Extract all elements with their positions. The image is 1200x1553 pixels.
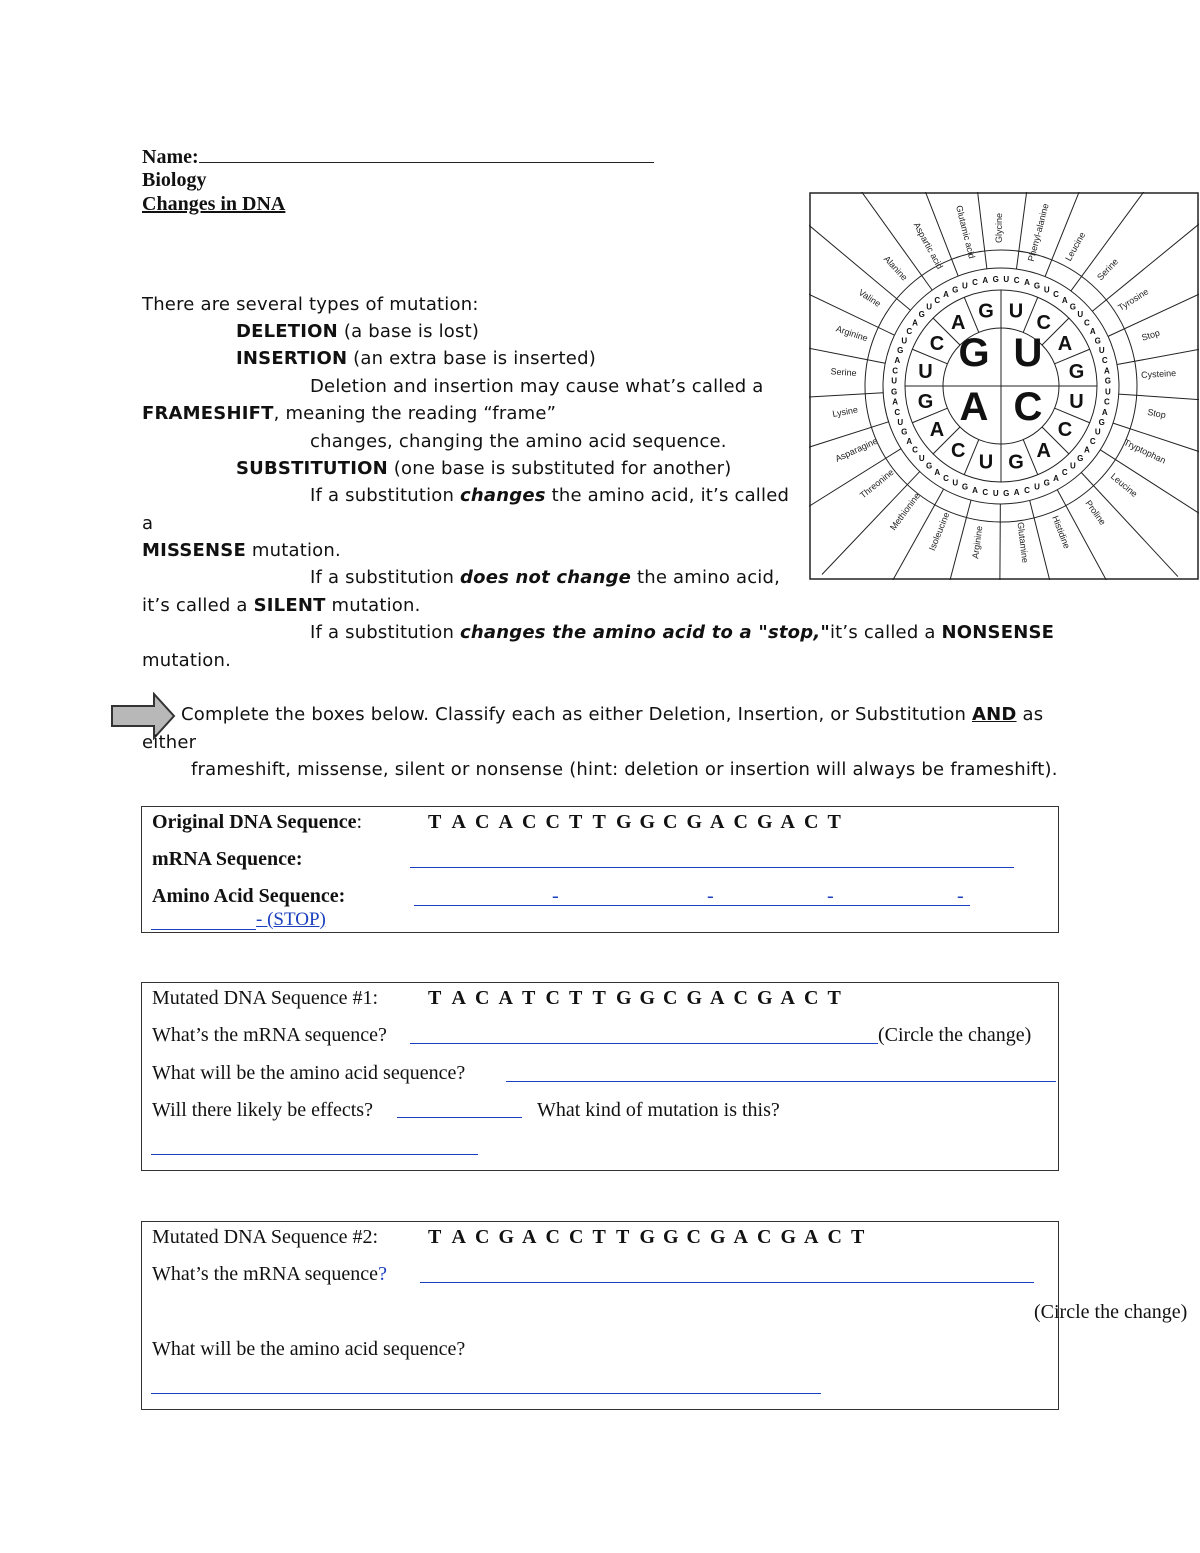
wheel-amino-acid: Lysine <box>831 404 859 420</box>
wheel-third-base: G <box>961 482 969 492</box>
wheel-second-base: G <box>917 391 934 414</box>
wheel-third-base: G <box>1069 302 1076 312</box>
missense-end: mutation. <box>245 540 341 561</box>
deletion-desc: (a base is lost) <box>337 321 480 342</box>
instructions-and: AND <box>972 704 1017 725</box>
wheel-third-base: U <box>952 478 959 488</box>
mut1-dna-sequence <box>428 987 851 1010</box>
mrna-label: mRNA Sequence: <box>152 848 303 870</box>
sequence-base: T <box>428 811 442 833</box>
wheel-third-base: G <box>952 285 959 295</box>
mut2-amino-answer-line[interactable] <box>151 1393 821 1394</box>
wheel-amino-acid: Tryptophan <box>1122 437 1168 466</box>
sequence-base: T <box>592 987 606 1009</box>
deletion-def <box>236 321 479 342</box>
wheel-amino-acid: Arginine <box>834 323 870 344</box>
wheel-third-base: U <box>901 336 908 346</box>
wheel-third-base: C <box>1061 467 1068 477</box>
wheel-third-base: U <box>1098 345 1105 355</box>
wheel-first-base: C <box>1013 385 1043 429</box>
original-sequence-box <box>141 806 1059 933</box>
mutated-1-box <box>141 982 1059 1171</box>
wheel-third-base: U <box>1104 387 1111 397</box>
original-dna-colon: : <box>356 811 363 833</box>
mut1-amino-question: What will be the amino acid sequence? <box>152 1062 466 1084</box>
deletion-keyword: DELETION <box>236 321 338 342</box>
wheel-third-base: G <box>992 275 999 285</box>
mut1-circle-hint: (Circle the change) <box>878 1024 1032 1046</box>
insertion-keyword: INSERTION <box>236 348 348 369</box>
wheel-third-base: U <box>918 453 925 463</box>
original-dna-label <box>152 811 362 834</box>
wheel-third-base: A <box>1101 407 1108 417</box>
sequence-base: C <box>545 811 560 833</box>
sequence-base: A <box>710 987 725 1009</box>
wheel-second-base: A <box>1036 440 1052 463</box>
wheel-third-base: C <box>943 473 949 483</box>
mut1-effects-question: Will there likely be effects? <box>152 1099 373 1121</box>
wheel-third-base: A <box>943 290 949 300</box>
sequence-base: C <box>475 1226 490 1248</box>
name-input-line[interactable] <box>199 144 654 163</box>
wheel-third-base: A <box>1053 473 1059 483</box>
nonsense-text <box>310 622 1054 643</box>
wheel-amino-acid: Stop <box>1146 406 1167 421</box>
wheel-third-base: G <box>1098 418 1105 428</box>
original-dna-label-text: Original DNA Sequence <box>152 811 357 833</box>
instructions-pre: Complete the boxes below. Classify each as either Deletion, Insertion, or Substitution <box>181 704 972 725</box>
wheel-third-base: C <box>906 326 913 336</box>
wheel-second-base: U <box>978 451 994 474</box>
sequence-base: G <box>616 987 632 1009</box>
instructions-line2: either <box>142 732 197 753</box>
wheel-amino-acid: Arginine <box>970 525 985 560</box>
amino-dash-3: - <box>827 885 834 907</box>
wheel-third-base: G <box>918 310 925 320</box>
wheel-first-base: U <box>1013 331 1043 375</box>
page-title: Changes in DNA <box>142 193 286 215</box>
wheel-third-base: C <box>972 278 978 288</box>
wheel-third-base: U <box>1077 310 1084 320</box>
sequence-base: T <box>851 1226 865 1248</box>
wheel-third-base: A <box>1061 296 1068 306</box>
wheel-third-base: A <box>1013 487 1020 497</box>
mut2-mrna-question-text: What’s the mRNA sequence <box>152 1263 379 1285</box>
wheel-third-base: A <box>894 356 901 366</box>
sequence-base: A <box>451 1226 466 1248</box>
sequence-base: C <box>545 1226 560 1248</box>
mut2-mrna-question-mark: ? <box>378 1263 387 1285</box>
wheel-amino-acid: Valine <box>856 287 883 309</box>
sequence-base: C <box>757 1226 772 1248</box>
wheel-third-base: C <box>1013 276 1020 286</box>
mut2-mrna-question <box>152 1263 387 1286</box>
sequence-base: C <box>804 811 819 833</box>
wheel-third-base: A <box>1089 326 1096 336</box>
wheel-third-base: A <box>1084 445 1090 455</box>
mut1-effects-answer-line[interactable] <box>397 1117 522 1118</box>
frameshift-post: , meaning the reading “frame” <box>273 403 557 424</box>
insertion-desc: (an extra base is inserted) <box>347 348 596 369</box>
sequence-base: T <box>569 811 583 833</box>
wheel-third-base: C <box>892 366 899 376</box>
mut2-mrna-answer-line[interactable] <box>420 1282 1034 1283</box>
frameshift-text: Deletion and insertion may cause what’s called a <box>310 376 764 397</box>
wheel-third-base: C <box>1101 356 1108 366</box>
wheel-third-base: C <box>1024 485 1030 495</box>
sequence-base: G <box>757 811 773 833</box>
wheel-amino-acid: Histidine <box>1050 514 1073 551</box>
sequence-base: A <box>522 1226 537 1248</box>
wheel-third-base: U <box>962 281 968 291</box>
sequence-base: C <box>475 987 490 1009</box>
sequence-base: C <box>733 987 748 1009</box>
amino-last-line[interactable] <box>151 929 256 930</box>
instructions-line1 <box>181 704 1043 725</box>
sequence-base: T <box>522 987 536 1009</box>
wheel-third-base: U <box>1034 482 1040 492</box>
sequence-base: G <box>639 987 656 1009</box>
sequence-base: A <box>451 987 466 1009</box>
wheel-third-base: U <box>1043 285 1050 295</box>
wheel-third-base: G <box>901 427 908 437</box>
wheel-amino-acid: Glutamine <box>1015 521 1031 564</box>
substitution-keyword: SUBSTITUTION <box>236 458 388 479</box>
sequence-base: G <box>639 1226 656 1248</box>
missense-text <box>310 485 789 506</box>
wheel-third-base: C <box>1103 397 1110 407</box>
silent-keyword: SILENT <box>253 595 326 616</box>
wheel-third-base: A <box>892 397 899 407</box>
wheel-second-base: A <box>1057 333 1073 356</box>
missense-a: a <box>142 513 154 534</box>
wheel-third-base: G <box>1077 453 1084 463</box>
wheel-amino-acid: Isoleucine <box>927 510 952 553</box>
wheel-second-base: U <box>918 360 933 383</box>
wheel-third-base: G <box>897 345 904 355</box>
sequence-base: T <box>592 1226 606 1248</box>
wheel-third-base: A <box>982 276 989 286</box>
sequence-base: G <box>780 1226 797 1248</box>
wheel-second-base: U <box>1069 391 1084 414</box>
sequence-base: C <box>545 987 560 1009</box>
silent-end: mutation. <box>325 595 421 616</box>
sequence-base: A <box>451 811 466 833</box>
wheel-second-base: G <box>978 300 994 323</box>
sequence-base: G <box>686 987 703 1009</box>
frameshift-keyword: FRAMESHIFT <box>142 403 274 424</box>
silent-text <box>310 567 780 588</box>
amino-label: Amino Acid Sequence: <box>152 885 346 907</box>
original-dna-sequence <box>428 811 851 834</box>
wheel-second-base: A <box>929 418 945 441</box>
missense-pre: If a substitution <box>310 485 461 506</box>
instructions-post: as <box>1016 704 1044 725</box>
wheel-amino-acid: Threonine <box>857 466 896 501</box>
mut2-circle-hint: (Circle the change) <box>1034 1301 1188 1323</box>
mut2-dna-label: Mutated DNA Sequence #2: <box>152 1226 379 1248</box>
amino-dash-2: - <box>707 885 714 907</box>
name-label: Name: <box>142 146 199 168</box>
wheel-second-base: C <box>950 440 966 463</box>
nonsense-end: mutation. <box>142 650 232 671</box>
sequence-base: A <box>780 987 795 1009</box>
sequence-base: T <box>428 987 442 1009</box>
mut1-dna-label: Mutated DNA Sequence #1: <box>152 987 379 1009</box>
wheel-third-base: C <box>912 445 918 455</box>
wheel-amino-acid: Asparagine <box>833 435 880 464</box>
missense-keyword: MISSENSE <box>142 540 246 561</box>
wheel-third-base: A <box>906 437 913 447</box>
name-field <box>142 144 654 169</box>
wheel-first-base: G <box>958 331 990 375</box>
wheel-second-base: G <box>1008 451 1024 474</box>
wheel-second-base: U <box>1008 300 1024 323</box>
amino-answer-line[interactable] <box>414 905 970 906</box>
wheel-amino-acid: Alanine <box>881 253 910 283</box>
sequence-base: G <box>663 1226 679 1248</box>
mut1-mrna-question: What’s the mRNA sequence? <box>152 1024 387 1046</box>
sequence-base: A <box>804 1226 819 1248</box>
sequence-base: A <box>780 811 795 833</box>
nonsense-pre: If a substitution <box>310 622 461 643</box>
mutated-2-box <box>141 1221 1188 1410</box>
sequence-base: C <box>475 811 490 833</box>
wheel-second-base: C <box>1036 311 1052 334</box>
substitution-def <box>236 458 731 479</box>
intro-line: There are several types of mutation: <box>142 294 479 315</box>
sequence-base: T <box>569 987 583 1009</box>
wheel-second-base: C <box>929 333 945 356</box>
stop-label: - (STOP) <box>256 909 326 930</box>
wheel-amino-acid: Phenyl-alanine <box>1025 202 1051 263</box>
missense-emph: changes <box>460 485 546 506</box>
wheel-amino-acid: Glycine <box>993 212 1004 244</box>
silent-def <box>142 595 421 616</box>
sequence-base: G <box>686 811 703 833</box>
sequence-base: A <box>733 1226 748 1248</box>
sequence-base: A <box>498 987 513 1009</box>
sequence-base: C <box>663 987 678 1009</box>
silent-post: the amino acid, <box>631 567 781 588</box>
nonsense-emph: changes the amino acid to a "stop," <box>460 622 830 643</box>
wheel-third-base: G <box>1033 281 1041 291</box>
sequence-base: C <box>522 811 537 833</box>
wheel-amino-acid: Serine <box>1095 256 1121 283</box>
wheel-second-base: A <box>950 311 966 334</box>
wheel-second-base: G <box>1068 360 1085 383</box>
amino-dash-4: - <box>957 885 964 907</box>
sequence-base: T <box>592 811 606 833</box>
wheel-third-base: A <box>1103 366 1110 376</box>
sequence-base: G <box>710 1226 726 1248</box>
silent-pre: If a substitution <box>310 567 461 588</box>
wheel-third-base: U <box>1094 427 1101 437</box>
wheel-third-base: U <box>897 418 904 428</box>
subject-heading: Biology <box>142 169 207 191</box>
wheel-third-base: C <box>982 487 989 497</box>
wheel-third-base: U <box>992 488 999 498</box>
mrna-answer-line[interactable] <box>410 867 1014 868</box>
wheel-amino-acid: Aspartic acid <box>911 220 945 271</box>
sequence-base: T <box>428 1226 442 1248</box>
wheel-second-base: C <box>1057 418 1073 441</box>
mut2-dna-sequence <box>428 1226 875 1249</box>
sequence-base: C <box>733 811 748 833</box>
wheel-third-base: U <box>1003 275 1010 285</box>
wheel-third-base: G <box>1043 478 1050 488</box>
sequence-base: C <box>569 1226 584 1248</box>
sequence-base: C <box>686 1226 701 1248</box>
sequence-base: T <box>827 811 841 833</box>
frameshift-def <box>142 403 556 424</box>
wheel-first-base: A <box>959 385 989 429</box>
wheel-amino-acid: Methionine <box>887 490 923 533</box>
mut1-kind-answer-line[interactable] <box>151 1154 478 1155</box>
wheel-third-base: G <box>926 461 933 471</box>
wheel-amino-acid: Tyrosine <box>1116 286 1151 313</box>
sequence-base: G <box>498 1226 515 1248</box>
codon-wheel-diagram <box>809 192 1199 580</box>
wheel-third-base: U <box>1069 461 1076 471</box>
frameshift-cont: changes, changing the amino acid sequence. <box>310 431 727 452</box>
wheel-amino-acid: Leucine <box>1063 230 1088 263</box>
sequence-base: G <box>639 811 656 833</box>
wheel-amino-acid: Serine <box>830 366 857 379</box>
mut1-mrna-answer-line[interactable] <box>410 1043 878 1044</box>
mut1-amino-answer-line[interactable] <box>506 1081 1056 1082</box>
missense-post: the amino acid, it’s called <box>545 485 790 506</box>
silent-emph: does not change <box>460 567 632 588</box>
sequence-base: G <box>757 987 773 1009</box>
wheel-third-base: C <box>1053 290 1059 300</box>
wheel-third-base: A <box>934 467 941 477</box>
sequence-base: G <box>616 811 632 833</box>
sequence-base: C <box>827 1226 842 1248</box>
wheel-amino-acid: Stop <box>1140 327 1161 343</box>
wheel-third-base: A <box>972 485 978 495</box>
wheel-third-base: C <box>894 407 901 417</box>
sequence-base: A <box>710 811 725 833</box>
wheel-third-base: G <box>1104 376 1111 386</box>
sequence-base: C <box>663 811 678 833</box>
mut1-kind-question: What kind of mutation is this? <box>537 1099 780 1121</box>
wheel-third-base: C <box>1084 318 1090 328</box>
amino-dash-1: - <box>552 885 559 907</box>
wheel-third-base: C <box>934 296 941 306</box>
wheel-amino-acid: Cysteine <box>1140 367 1177 380</box>
sequence-base: C <box>804 987 819 1009</box>
wheel-amino-acid: Glutamic acid <box>954 204 977 260</box>
substitution-desc: (one base is substituted for another) <box>387 458 732 479</box>
wheel-third-base: U <box>891 376 898 386</box>
wheel-third-base: C <box>1089 437 1096 447</box>
wheel-third-base: G <box>1094 336 1101 346</box>
sequence-base: A <box>498 811 513 833</box>
wheel-third-base: G <box>1003 488 1010 498</box>
nonsense-post: it’s called a <box>829 622 942 643</box>
mut2-amino-question: What will be the amino acid sequence? <box>152 1338 466 1360</box>
wheel-third-base: A <box>912 318 918 328</box>
nonsense-keyword: NONSENSE <box>941 622 1055 643</box>
insertion-def <box>236 348 596 369</box>
silent-cont-pre: it’s called a <box>142 595 254 616</box>
missense-def <box>142 540 341 561</box>
sequence-base: T <box>616 1226 630 1248</box>
instructions-line3: frameshift, missense, silent or nonsense (hint: deletion or insertion will always be frameshift). <box>191 759 1058 780</box>
wheel-third-base: G <box>891 387 898 397</box>
wheel-amino-acid: Leucine <box>1108 471 1140 500</box>
wheel-amino-acid: Proline <box>1083 498 1108 527</box>
sequence-base: T <box>827 987 841 1009</box>
wheel-third-base: U <box>926 302 933 312</box>
wheel-third-base: A <box>1024 278 1030 288</box>
